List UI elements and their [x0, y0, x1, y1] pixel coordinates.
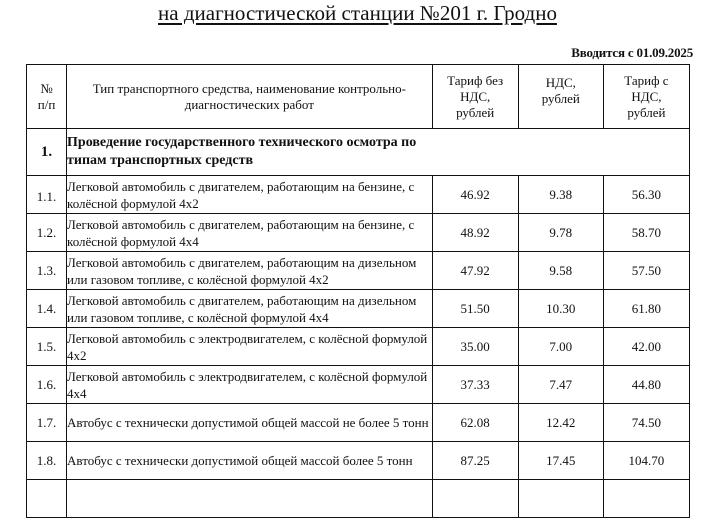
section-number: 1.	[27, 129, 67, 176]
header-num: № п/п	[27, 65, 67, 129]
row-vat: 7.47	[518, 366, 603, 404]
row-description: Автобус с технически допустимой общей массой более 5 тонн	[67, 442, 433, 480]
table-row	[27, 214, 690, 252]
table-row	[27, 176, 690, 214]
row-tariff-no-vat: 62.08	[432, 404, 518, 442]
row-tariff-no-vat: 87.25	[432, 442, 518, 480]
table-row	[27, 366, 690, 404]
row-tariff-with-vat: 57.50	[603, 252, 689, 290]
table-row	[27, 328, 690, 366]
section-row	[27, 129, 690, 176]
row-number: 1.2.	[27, 214, 67, 252]
row-description: Легковой автомобиль с двигателем, работающим на дизельном или газовом топливе, с колёсной формулой 4x2	[67, 252, 433, 290]
header-description: Тип транспортного средства, наименование контрольно-диагностических работ	[67, 65, 433, 129]
table-row-partial	[27, 480, 690, 518]
row-tariff-with-vat: 56.30	[603, 176, 689, 214]
header-tariff-no-vat: Тариф без НДС, рублей	[432, 65, 518, 129]
table-row	[27, 252, 690, 290]
row-description: Легковой автомобиль с двигателем, работающим на бензине, с колёсной формулой 4x4	[67, 214, 433, 252]
row-number: 1.5.	[27, 328, 67, 366]
row-vat: 17.45	[518, 442, 603, 480]
row-vat: 7.00	[518, 328, 603, 366]
row-description: Легковой автомобиль с двигателем, работающим на дизельном или газовом топливе, с колёсной формулой 4x4	[67, 290, 433, 328]
table-row	[27, 290, 690, 328]
row-vat: 10.30	[518, 290, 603, 328]
row-tariff-no-vat: 51.50	[432, 290, 518, 328]
table-row	[27, 404, 690, 442]
row-tariff-with-vat: 58.70	[603, 214, 689, 252]
row-number: 1.1.	[27, 176, 67, 214]
row-vat: 9.38	[518, 176, 603, 214]
row-description: Легковой автомобиль с двигателем, работающим на бензине, с колёсной формулой 4x2	[67, 176, 433, 214]
document-title-text: на диагностической станции №201 г. Гродно	[158, 1, 557, 25]
row-number: 1.7.	[27, 404, 67, 442]
row-tariff-with-vat: 42.00	[603, 328, 689, 366]
row-tariff-with-vat: 104.70	[603, 442, 689, 480]
row-vat: 12.42	[518, 404, 603, 442]
row-vat: 9.78	[518, 214, 603, 252]
row-tariff-with-vat: 74.50	[603, 404, 689, 442]
row-number: 1.6.	[27, 366, 67, 404]
row-tariff-no-vat: 47.92	[432, 252, 518, 290]
row-tariff-no-vat: 46.92	[432, 176, 518, 214]
table-header-row	[27, 65, 690, 129]
row-tariff-no-vat: 37.33	[432, 366, 518, 404]
row-vat: 9.58	[518, 252, 603, 290]
row-tariff-with-vat: 44.80	[603, 366, 689, 404]
document-title	[0, 0, 715, 26]
section-title: Проведение государственного технического осмотра по типам транспортных средств	[67, 129, 690, 176]
row-tariff-no-vat: 48.92	[432, 214, 518, 252]
header-vat: НДС, рублей	[518, 65, 603, 129]
row-tariff-no-vat: 35.00	[432, 328, 518, 366]
row-description: Автобус с технически допустимой общей массой не более 5 тонн	[67, 404, 433, 442]
row-number: 1.8.	[27, 442, 67, 480]
table-row	[27, 442, 690, 480]
row-tariff-with-vat: 61.80	[603, 290, 689, 328]
row-number: 1.3.	[27, 252, 67, 290]
effective-date: Вводится с 01.09.2025	[571, 45, 693, 60]
header-tariff-with-vat: Тариф с НДС, рублей	[603, 65, 689, 129]
tariff-table	[26, 64, 690, 518]
row-description: Легковой автомобиль с электродвигателем, с колёсной формулой 4x4	[67, 366, 433, 404]
row-number: 1.4.	[27, 290, 67, 328]
row-description: Легковой автомобиль с электродвигателем, с колёсной формулой 4x2	[67, 328, 433, 366]
